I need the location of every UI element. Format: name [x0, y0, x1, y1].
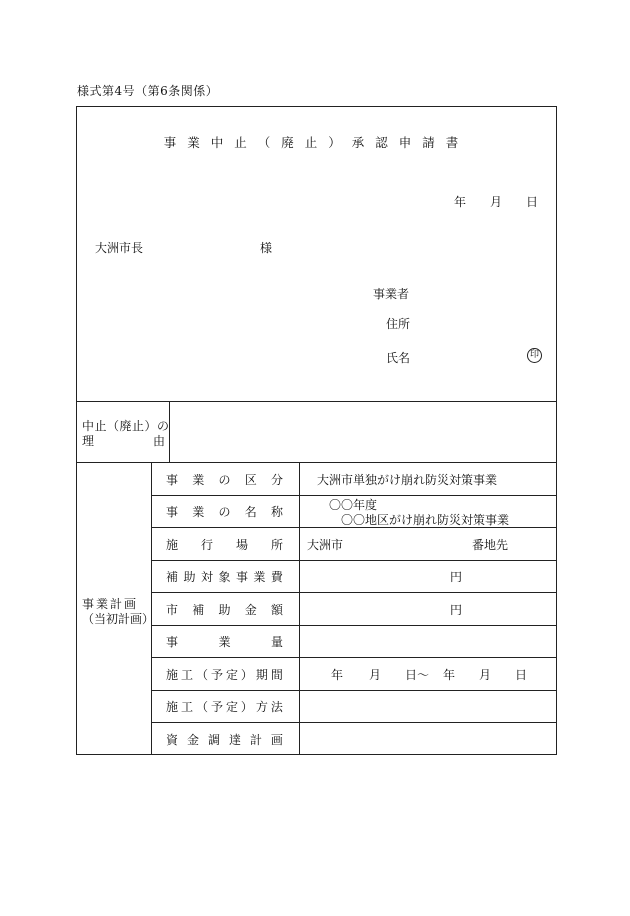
date-day: 日	[525, 195, 538, 209]
row-divider	[151, 560, 557, 561]
date-line	[454, 193, 538, 210]
value-project-year: 〇〇年度	[329, 498, 378, 512]
row-divider	[151, 690, 557, 691]
row-label-project-name: 事 業 の 名 称	[166, 505, 283, 519]
row-divider	[151, 657, 557, 658]
date-year: 年	[453, 195, 466, 209]
row-divider	[151, 592, 557, 593]
row-label-category: 事 業 の 区 分	[166, 473, 283, 487]
addressee: 大洲市長	[95, 241, 144, 255]
value-subsidy-unit: 円	[450, 603, 463, 617]
value-location-city: 大洲市	[307, 538, 344, 552]
form-reference: 様式第4号（第6条関係）	[77, 84, 219, 98]
address-label: 住所	[386, 317, 411, 331]
value-project-name: 〇〇地区がけ崩れ防災対策事業	[341, 513, 510, 527]
seal-mark: 印	[527, 348, 542, 363]
row-label-location: 施 行 場 所	[166, 538, 283, 552]
value-period: 年 月 日～ 年 月 日	[331, 668, 528, 682]
divider-plan-top	[77, 462, 556, 463]
value-eligible-cost-unit: 円	[450, 570, 463, 584]
plan-sublabel: （当初計画）	[82, 612, 155, 626]
name-label: 氏名	[386, 351, 411, 365]
divider-plan-col1	[151, 462, 152, 755]
row-label-eligible-cost: 補 助 対 象 事 業 費	[166, 570, 283, 584]
row-divider	[151, 722, 557, 723]
honorific: 様	[260, 241, 273, 255]
date-month: 月	[489, 195, 502, 209]
plan-label: 事業計画	[82, 597, 139, 611]
row-label-volume: 事 業 量	[166, 635, 283, 649]
row-label-funding: 資 金 調 達 計 画	[166, 733, 283, 747]
reason-label-2: 理 由	[82, 434, 165, 448]
row-divider	[151, 625, 557, 626]
divider-reason-top	[77, 401, 556, 402]
applicant-label: 事業者	[373, 287, 410, 301]
reason-label: 中止（廃止）の	[82, 419, 170, 433]
form-title: 事業中止（廃止）承認申請書	[163, 135, 470, 150]
value-category: 大洲市単独がけ崩れ防災対策事業	[317, 473, 498, 487]
row-label-period: 施 工 （ 予 定 ） 期 間	[166, 668, 283, 682]
application-form	[76, 106, 557, 755]
value-location-suffix: 番地先	[472, 538, 509, 552]
divider-plan-col2	[299, 462, 300, 755]
row-label-subsidy: 市 補 助 金 額	[166, 603, 283, 617]
row-label-method: 施 工 （ 予 定 ） 方 法	[166, 700, 283, 714]
